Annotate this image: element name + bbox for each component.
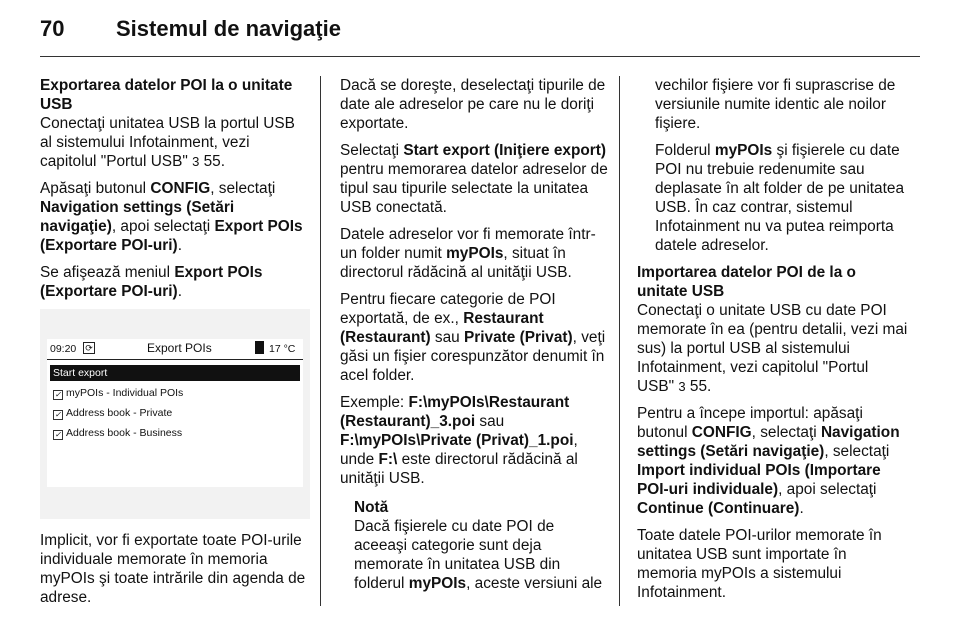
- menu-item-address-private: ✓ Address book - Private: [54, 407, 173, 419]
- column-3: [637, 76, 909, 610]
- paragraph: Exemple: F:\myPOIs\Restaurant (Restaurant)_3.poi sau F:\myPOIs\Private (Privat)_1.poi, unde F:\ este directorul rădăcină al unităţii USB.: [340, 394, 578, 487]
- note-continuation: Folderul myPOIs şi fişierele cu date POI nu trebuie redenumite sau deplasate în alt folder de pe unitatea USB. În caz contrar, sistemul Infotainment nu va putea reimporta datele adreselor.: [655, 142, 905, 254]
- paragraph: Conectaţi o unitate USB cu date POI memorate în ea (pentru detalii, vezi mai sus) la portul USB al sistemului Infotainment, vezi capitolul "Portul USB" 3 55.: [637, 302, 908, 395]
- page-header: [40, 16, 920, 56]
- menu-item-address-business: ✓ Address book - Business: [54, 427, 183, 439]
- column-1: [40, 76, 310, 615]
- screen-clock: 09:20: [50, 343, 77, 355]
- header-rule: [40, 56, 920, 57]
- note-title: Notă: [354, 499, 389, 516]
- page-title: Sistemul de navigaţie: [116, 16, 341, 41]
- paragraph: Datele adreselor vor fi memorate într-un folder numit myPOIs, situat în directorul rădăcină al unităţii USB.: [340, 226, 596, 281]
- paragraph: Apăsaţi butonul CONFIG, selectaţi Navigation settings (Setări navigaţie), apoi selectaţi Export POIs (Exportare POI-uri).: [40, 180, 303, 254]
- page-ref-arrow-icon: 3: [192, 154, 200, 169]
- column-divider: [320, 76, 321, 606]
- paragraph: Implicit, vor fi exportate toate POI-urile individuale memorate în memoria myPOIs şi toate intrările din agenda de adrese.: [40, 532, 306, 606]
- section-heading-export: Exportarea datelor POI la o unitate USB: [40, 77, 293, 113]
- column-divider: [619, 76, 620, 606]
- screen-status-bar: [47, 339, 303, 360]
- phone-icon: [255, 341, 264, 354]
- paragraph: Selectaţi Start export (Iniţiere export) pentru memorarea datelor adreselor de tipul sau tipurile selectate la unitatea USB conectată.: [340, 142, 608, 216]
- screen-temperature: 17 °C: [269, 343, 296, 355]
- menu-item-start-export: Start export: [50, 365, 300, 381]
- page-ref-arrow-icon: 3: [678, 379, 686, 394]
- note-continuation: vechilor fişiere vor fi suprascrise de versiunile numite identic ale noilor fişiere.: [655, 77, 896, 132]
- infotainment-screen: [47, 339, 303, 487]
- paragraph: Conectaţi unitatea USB la portul USB al sistemului Infotainment, vezi capitolul "Portul USB" 3 55.: [40, 115, 295, 170]
- checkbox-icon: ✓: [54, 390, 62, 399]
- menu-item-mypois: ✓ myPOIs - Individual POIs: [54, 387, 184, 399]
- paragraph: Pentru a începe importul: apăsaţi butonul CONFIG, selectaţi Navigation settings (Setări navigaţie), selectaţi Import individual POIs (Importare POI-uri individuale), apoi selectaţi Continue (Continuare).: [637, 405, 900, 517]
- screen-title: Export POIs: [147, 341, 212, 355]
- page-number: 70: [40, 16, 65, 41]
- checkbox-icon: ✓: [54, 410, 62, 419]
- paragraph: Toate datele POI-urilor memorate în unitatea USB sunt importate în memoria myPOIs a sistemului Infotainment.: [637, 527, 882, 601]
- note-text: Dacă fişierele cu date POI de aceeaşi categorie sunt deja memorate în unitatea USB din folderul myPOIs, aceste versiuni ale: [354, 518, 603, 592]
- paragraph: Dacă se doreşte, deselectaţi tipurile de date ale adreselor pe care nu le doriţi exportate.: [340, 77, 606, 132]
- paragraph: Pentru fiecare categorie de POI exportată, de ex., Restaurant (Restaurant) sau Private (Privat), veţi găsi un fişier corespunzător denumit în acel folder.: [340, 291, 606, 384]
- paragraph: Se afişează meniul Export POIs (Exportare POI-uri).: [40, 264, 263, 300]
- column-2: [340, 76, 610, 593]
- export-pois-screenshot: [40, 309, 310, 519]
- sync-icon: ⟳: [83, 342, 95, 354]
- checkbox-icon: ✓: [54, 430, 62, 439]
- section-heading-import: Importarea datelor POI de la o unitate USB: [637, 264, 856, 300]
